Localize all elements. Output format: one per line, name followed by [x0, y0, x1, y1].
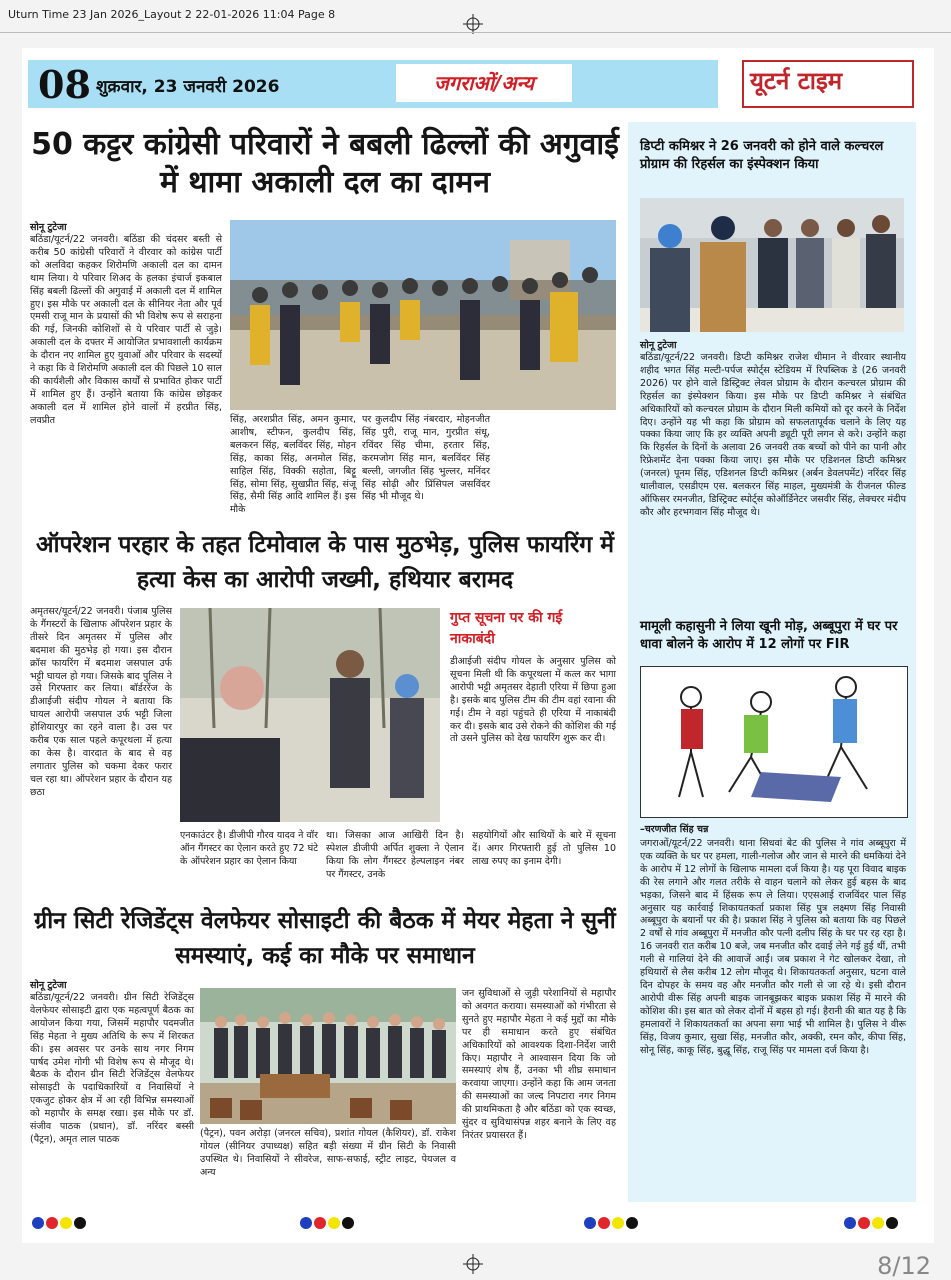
color-dots-4 — [844, 1214, 900, 1228]
story2-headline: ऑपरेशन परहार के तहत टिमोवाल के पास मुठभेड़, पुलिस फायरिंग में हत्या केस का आरोपी जख्मी, हथियार बरामद — [35, 532, 615, 593]
issue-date: शुक्रवार, 23 जनवरी 2026 — [96, 77, 280, 97]
trim-line — [0, 32, 951, 33]
newspaper-logo: यूटर्न टाइम — [742, 60, 914, 108]
story1-byline: सोनू टुटेजा — [30, 222, 67, 233]
story3-col1: बठिंडा/यूटर्न/22 जनवरी। ग्रीन सिटी रेजिडेंट्स वेलफेयर सोसाइटी द्वारा एक महत्वपूर्ण बैठक का आयोजन किया गया, जिसमें महापौर पदमजीत सिंह मेहता ने मुख्य अतिथि के रूप में शिरकत की। इस अवसर पर उनके साथ नगर निगम पार्षद उमेश गोगी भी विशेष रूप से मौजूद थे। बैठक के दौरान ग्रीन सिटी रेजिडेंट्स वेलफेयर सोसाइटी के पदाधिकारियों व निवासियों ने एकजुट होकर क्षेत्र में आ रही विभिन्न समस्याओं को महापौर के समक्ष रखा। इस मौके पर डॉ. संजीव पाठक (प्रधान), डॉ. नरिंदर बस्सी (पैट्रन), अमृत लाल पाठक — [30, 992, 194, 1145]
print-slug: Uturn Time 23 Jan 2026_Layout 2 22-01-2026 11:04 Page 8 — [8, 8, 336, 21]
story2-col3: था। जिसका आज आखिरी दिन है। स्पेशल डीजीपी अर्पित शुक्ला ने ऐलान किया कि लोग गैंगस्टर हेल्पलाइन नंबर पर गैंगस्टर, उनके — [326, 830, 464, 880]
color-dots-2 — [300, 1214, 356, 1228]
story1-col1: बठिंडा/यूटर्न/22 जनवरी। बठिंडा की चंदसर बस्ती से करीब 50 कांग्रेसी परिवारों ने वीरवार को कांग्रेस पार्टी को अलविदा कहकर शिरोमणि अकाली दल का दामन थाम लिया। ये परिवार शिअद के हलका इंचार्ज इकबाल सिंह बबली ढिल्लों की अगुवाई में अकाली दल में शामिल हुए। इस मौके पर अकाली दल के सीनियर नेता और पूर्व एमसी राजू मान के प्रयासों की भी विशेष रूप से सराहना की गई, जिनकी कोशिशों से ये परिवार पार्टी से जुड़े। अकाली दल के दफ्तर में आयोजित प्रभावशाली कार्यक्रम के दौरान नए शामिल हुए युवाओं और परिवार के सदस्यों ने कहा कि वे शिरोमणि अकाली दल की पिछले 10 साल की कार्यशैली और विकास कार्यों से प्रभावित होकर पार्टी में शामिल हुए हैं। उन्होंने बताया कि कांग्रेस छोड़कर अकाली दल में शामिल होने वालों में हरप्रीत सिंह, लवप्रीत — [30, 234, 222, 426]
sidebar-story1-byline: सोनू टुटेजा — [640, 340, 677, 351]
section-title: जगराओं/अन्य — [396, 64, 572, 102]
story1-col3: पर कुलदीप सिंह नंबरदार, मोहनजीत सिंह पुरी, राजू मान, गुरप्रीत संधू, रविंदर सिंह चीमा, हरतार सिंह, करमजोग सिंह मान, बलविंदर सिंह बल्ली, जगजीत सिंह भुल्लर, मनिंदर सिंह सोढ़ी और प्रिंसिपल जसविंदर सिंह भी मौजूद थे। — [362, 414, 490, 503]
society-meeting-photo — [200, 988, 456, 1124]
sidebar-story2-byline: –चरणजीत सिंह चन्न — [640, 824, 709, 835]
story2-col2: एनकाउंटर है। डीजीपी गौरव यादव ने वॉर ऑन गैंगस्टर का ऐलान करते हुए 72 घंटे के ऑपरेशन प्रहार का ऐलान किया — [180, 830, 319, 867]
party-joining-photo — [230, 220, 616, 410]
sidebar-story2-headline: मामूली कहासुनी ने लिया खूनी मोड़, अब्बूपुरा में घर पर धावा बोलने के आरोप में 12 लोगों पर FIR — [640, 619, 898, 653]
registration-mark-icon — [463, 1254, 483, 1274]
sidebar-story2-body: जगराओं/यूटर्न/22 जनवरी। थाना सिधवां बेट की पुलिस ने गांव अब्बूपुरा में एक व्यक्ति के घर पर हमला, गाली-गलोज और जान से मारने की धमकियां देने के आरोप में 12 लोगों के खिलाफ मामला दर्ज किया है। यह पूरा विवाद बाइक की रेस लगाने और गलत तरीके से वाहन चलाने को लेकर हुई बहस के बाद भड़का, जिसने बाद में हिंसक रूप ले लिया। एएसआई राजविंदर पाल सिंह अनुसार यह कार्रवाई शिकायतकर्ता प्रकाश सिंह पुत्र लक्ष्मण सिंह निवासी अब्बूपुरा के बयानों पर की है। प्रकाश सिंह ने पुलिस को बताया कि वह पिछले 2 वर्षों से गांव अब्बूपुरा में मनजीत कौर पत्नी दलीप सिंह के घर पर रह रहा है। 16 जनवरी रात करीब 10 बजे, जब मनजीत कौर दवाई लेने गई हुई थीं, तभी गली से गालियां देने की आवाजें आईं। जब प्रकाश ने गेट खोलकर देखा, तो हथियारों से लैस करीब 12 लोग मौजूद थे। शिकायतकर्ता अनुसार, घटना वाले दिन दोपहर के समय वह और मनजीत कौर गली से जा रहे थे। इसी दौरान आरोपी वीरू सिंह अपनी बाइक जानबूझकर बाइक प्रकाश सिंह में मारने की कोशिश की। इस बात को लेकर दोनों में बहस हो गई। हैरानी की बात यह है कि हमलावरों ने शिकायतकर्ता का अपना सगा भाई भी शामिल है। पुलिस ने वीरू सिंह, विजय कुमार, सुखा सिंह, मनजीत कौर, अक्की, रमन कौर, कीपा सिंह, सोनू सिंह, काकू सिंह, बुद्धू सिंह, राजू सिंह पर मामला दर्ज किया है। — [640, 838, 906, 1056]
page-number: 08 — [38, 62, 91, 107]
color-dots-3 — [584, 1214, 640, 1228]
story1-col2: सिंह, अरशप्रीत सिंह, अमन कुमार, आशीष, स्टीफन, कुलदीप सिंह, बलकरन सिंह, बलविंदर सिंह, मोहन सिंह, काका सिंह, अनमोल सिंह, साहिल सिंह, विक्की सहोता, बिट्टू सिंह, सोमा सिंह, सुखप्रीत सिंह, संजू सिंह, सैमी सिंह आदि शामिल हैं। इस मौके — [230, 414, 356, 516]
story3-headline: ग्रीन सिटी रेजिडेंट्स वेलफेयर सोसाइटी की बैठक में मेयर मेहता ने सुनीं समस्याएं, कई का मौके पर समाधान — [34, 908, 616, 969]
story2-col4: सहयोगियों और साथियों के बारे में सूचना दें। अगर गिरफ्तारी हुई तो पुलिस 10 लाख रुपए का इनाम देगी। — [472, 830, 616, 867]
color-bar-strip — [28, 1210, 918, 1232]
color-dots-1 — [32, 1214, 88, 1228]
story3-byline: सोनू टुटेजा — [30, 980, 67, 991]
story2-subhead: गुप्त सूचना पर की गई नाकाबंदी — [450, 610, 563, 647]
clash-illustration — [640, 666, 908, 818]
rehearsal-photo — [640, 198, 904, 332]
sidebar-story1-body: बठिंडा/यूटर्न/22 जनवरी। डिप्टी कमिश्नर राजेश धीमान ने वीरवार स्थानीय शहीद भगत सिंह मल्टी-पर्पज स्पोर्ट्स स्टेडियम में रिपब्लिक डे (26 जनवरी 2026) पर होने वाले डिस्ट्रिक्ट लेवल प्रोग्राम के दौरान कल्चरल प्रोग्राम की रिहर्सल का इंस्पेक्शन किया। इस मौके पर डिप्टी कमिश्नर ने संबंधित अधिकारियों को कल्चरल प्रोग्राम के दौरान मिली कमियों को दूर करने के निर्देश दिए। उन्होंने यह भी कहा कि प्रोग्राम को सफलतापूर्वक चलाने के लिए यह पक्का किया जाए कि हर व्यक्ति अपनी ड्यूटी पूरी लगन से करे। उन्होंने कहा कि रिहर्सल के दिनों के अलावा 26 जनवरी तक बच्चों को पीने का पानी और रिफ्रेशमेंट देना पक्का किया जाए। इस मौके पर एडिशनल डिप्टी कमिश्नर (जनरल) पूनम सिंह, एडिशनल डिप्टी कमिश्नर (अर्बन डेवलपमेंट) नरिंदर सिंह धालीवाल, एसडीएम एस. बलकरन सिंह माहल, मुख्यमंत्री के रीजनल फील्ड ऑफिसर रमनजीत, डिस्ट्रिक्ट स्पोर्ट्स कोऑर्डिनेटर जसवीर सिंह, लेक्चरर मंदीप कौर और हरभगवान सिंह मौजूद थे। — [640, 352, 906, 518]
sidebar-story1-headline: डिप्टी कमिश्नर ने 26 जनवरी को होने वाले कल्चरल प्रोग्राम की रिहर्सल का इंस्पेक्शन किया — [640, 139, 884, 173]
story3-col3: जन सुविधाओं से जुड़ी परेशानियों से महापौर को अवगत कराया। समस्याओं को गंभीरता से सुनते हुए महापौर मेहता ने कई मुद्दों का मौके पर ही समाधान करते हुए संबंधित अधिकारियों को आवश्यक दिशा-निर्देश जारी किए। महापौर ने आश्वासन दिया कि जो समस्याएं शेष हैं, उनका भी शीघ्र समाधान करवाया जाएगा। उन्होंने कहा कि आम जनता की समस्याओं का जल्द निपटारा नगर निगम की प्राथमिकता है और बठिंडा को एक स्वच्छ, सुंदर व सुविधासंपन्न शहर बनाने के लिए वह निरंतर प्रयासरत हैं। — [462, 988, 616, 1141]
story2-col1: अमृतसर/यूटर्न/22 जनवरी। पंजाब पुलिस के गैंगस्टरों के खिलाफ ऑपरेशन प्रहार के तीसरे दिन अमृतसर में पुलिस और बदमाश की मुठभेड़ हो गया। इस दौरान क्रॉस फायरिंग में बदमाश जसपाल उर्फ भट्टी घायल हो गया। जिसके बाद पुलिस ने उसे गिरफ्तार कर लिया। बॉर्डररेंज के डीआईजी संदीप गोयल ने बताया कि घायल आरोपी जसपाल उर्फ भट्टी जिला होशियारपुर का रहने वाला है। उस पर करीब एक साल पहले कपूरथला में हत्या का केस है। वारदात के बाद से वह लगातार पुलिस को चकमा देकर फरार चल रहा था। ऑपरेशन प्रहार के दौरान यह छठा — [30, 606, 172, 798]
story2-col-right: डीआईजी संदीप गोयल के अनुसार पुलिस को सूचना मिली थी कि कपूरथला में कत्ल कर भागा आरोपी भट्टी अमृतसर देहाती एरिया में छिपा हुआ है। इसके बाद पुलिस टीम की टीम वहां रवाना की गई। टीम ने वहां पहुंचते ही एरिया में नाकाबंदी कर दी। इसके बाद उसे रोकने की कोशिश की गई तो उसने पुलिस को देख फायरिंग शुरू कर दी। — [450, 656, 616, 745]
encounter-photo — [180, 608, 440, 822]
story1-headline: 50 कट्टर कांग्रेसी परिवारों ने बबली ढिल्लों की अगुवाई में थामा अकाली दल का दामन — [31, 127, 619, 200]
page-indicator: 8/12 — [877, 1252, 931, 1280]
story3-col2: (पैट्रन), पवन अरोड़ा (जनरल सचिव), प्रशांत गोयल (कैशियर), डॉ. राकेश गोयल (सीनियर उपाध्यक्ष) सहित बड़ी संख्या में ग्रीन सिटी के निवासी उपस्थित थे। निवासियों ने सीवरेज, साफ-सफाई, स्ट्रीट लाइट, पेयजल व अन्य — [200, 1128, 456, 1178]
registration-mark-icon — [463, 14, 483, 34]
